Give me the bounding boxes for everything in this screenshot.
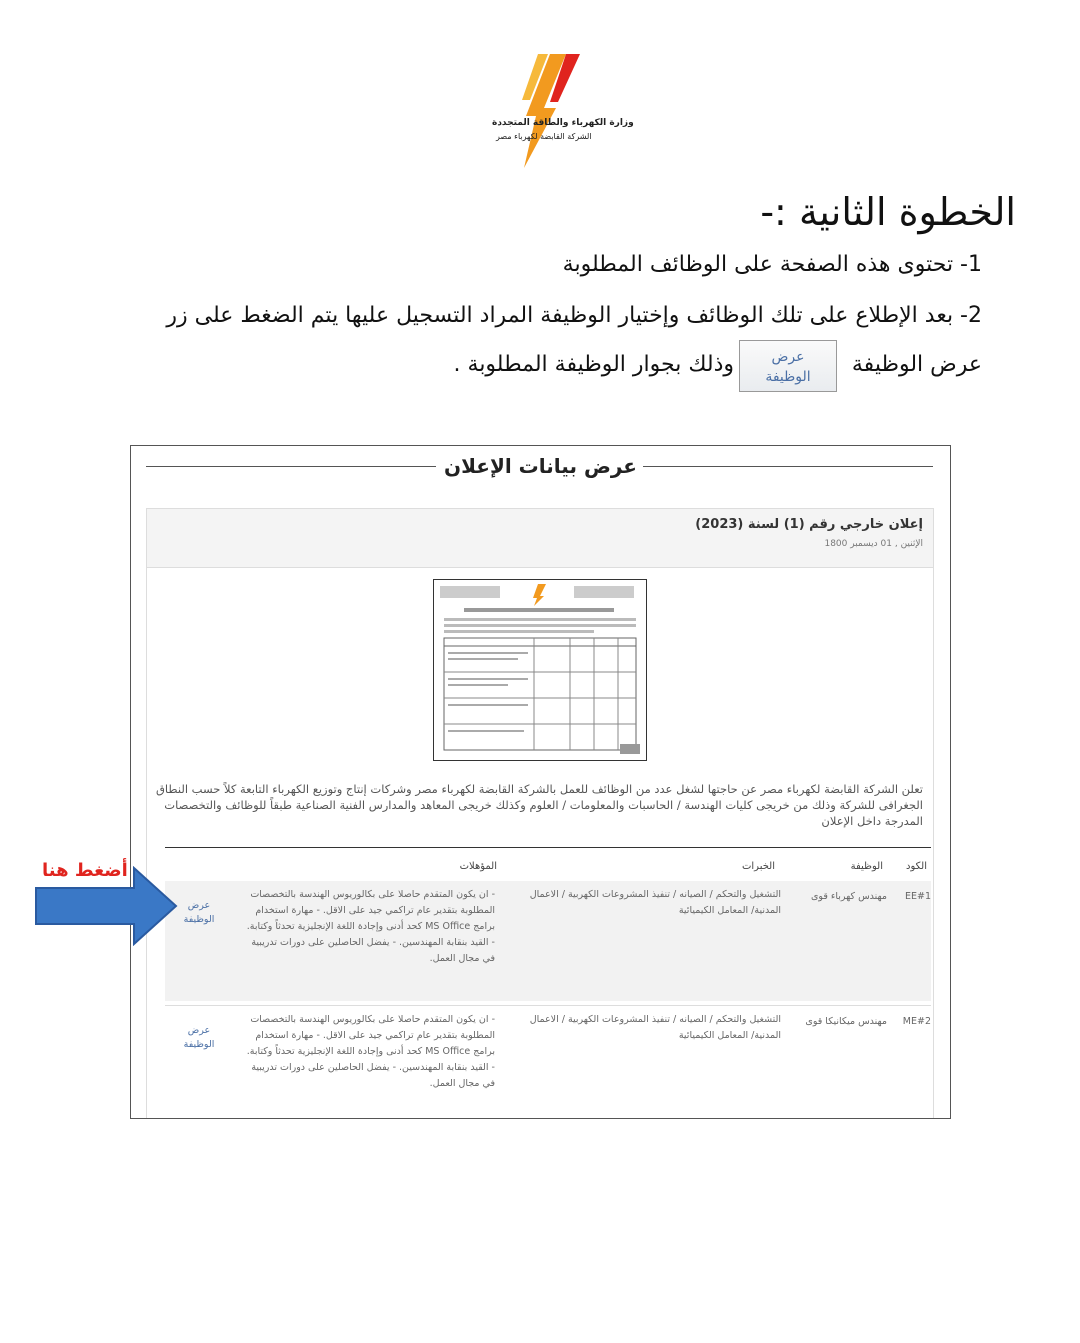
job-code: EE#1: [904, 891, 931, 902]
ad-details-screenshot: [130, 445, 951, 1119]
job-experience: التشغيل والتحكم / الصيانه / تنفيذ المشروعات الكهربية / الاعمال المدنية/ المعامل الكيميائية: [529, 889, 781, 916]
ministry-logo: [490, 50, 610, 170]
ad-description: تعلن الشركة القابضة لكهرباء مصر عن حاجتها لشغل عدد من الوظائف للعمل بالشركة القابضة لكهرباء مصر وشركات إنتاج وتوزيع الكهرباء التابعة كلاً حسب النطاق الجغرافى للشركة وذلك من خريجى كليات الهندسة / الحاسبات والمعلومات / العلوم وكذلك خريجى المعاهد والمدارس الفنية الصناعية طبقاً للوظائف والتخصصات المدرجة داخل الإعلان: [156, 782, 923, 828]
view-job-link[interactable]: عرض الوظيفة: [183, 1025, 215, 1050]
view-job-link[interactable]: عرض الوظيفة: [183, 900, 215, 925]
job-code: ME#2: [902, 1016, 931, 1027]
logo-bolt-icon: [490, 50, 610, 170]
logo-line-1: وزارة الكهرباء والطاقة المتجددة: [492, 118, 634, 128]
ad-document-thumbnail[interactable]: [433, 579, 647, 761]
press-here-label: أضغط هنا: [42, 860, 128, 881]
instruction-3-start: عرض الوظيفة: [851, 352, 982, 377]
button-label-1: عرض: [771, 349, 805, 365]
ad-card: [146, 508, 934, 1119]
view-job-button-sample: [739, 340, 837, 392]
ad-card-header: [147, 509, 933, 568]
table-top-rule: [165, 847, 931, 848]
header-experience: الخبرات: [741, 861, 775, 872]
table-row: [165, 881, 931, 1001]
ad-date: الإثنين , 01 ديسمبر 1800: [824, 539, 923, 549]
job-qualifications: - ان يكون المتقدم حاصلا على بكالوريوس الهندسة بالتخصصات المطلوبة بتقدير عام تراكمي جيد على الاقل. - مهارة استخدام برامج MS Office كحد أدنى وإجادة اللغة الإنجليزية تحدثاً وكتابة. - القيد بنقابة المهندسين. - يفضل الحاصلين على دورات تدريبية في مجال العمل.: [246, 889, 495, 964]
table-row: [165, 1005, 931, 1119]
logo-line-2: الشركة القابضة لكهرباء مصر: [496, 132, 592, 141]
instruction-2: 2- بعد الإطلاع على تلك الوظائف وإختيار الوظيفة المراد التسجيل عليها يتم الضغط على زر: [166, 303, 982, 328]
header-code: الكود: [906, 861, 927, 872]
header-job: الوظيفة: [850, 861, 883, 872]
arrow-right-icon: [34, 866, 184, 950]
job-title: مهندس كهرباء قوى: [811, 891, 887, 902]
job-qualifications: - ان يكون المتقدم حاصلا على بكالوريوس الهندسة بالتخصصات المطلوبة بتقدير عام تراكمي جيد على الاقل. - مهارة استخدام برامج MS Office كحد أدنى وإجادة اللغة الإنجليزية تحدثاً وكتابة. - القيد بنقابة المهندسين. - يفضل الحاصلين على دورات تدريبية في مجال العمل.: [246, 1014, 495, 1089]
header-qualifications: المؤهلات: [459, 861, 497, 872]
job-experience: التشغيل والتحكم / الصيانه / تنفيذ المشروعات الكهربية / الاعمال المدنية/ المعامل الكيميائية: [529, 1014, 781, 1041]
instruction-1: 1- تحتوى هذه الصفحة على الوظائف المطلوبة: [562, 252, 982, 277]
job-title: مهندس ميكانيكا قوى: [805, 1016, 887, 1027]
step-heading: الخطوة الثانية :-: [760, 190, 1016, 234]
document-thumbnail-icon: [434, 580, 646, 760]
button-label-2: الوظيفة: [765, 369, 811, 385]
instruction-3-end: وذلك بجوار الوظيفة المطلوبة .: [453, 352, 734, 377]
ad-details-title: عرض بيانات الإعلان: [444, 454, 637, 478]
ad-title: إعلان خارجي رقم (1) لسنة (2023): [695, 517, 923, 532]
